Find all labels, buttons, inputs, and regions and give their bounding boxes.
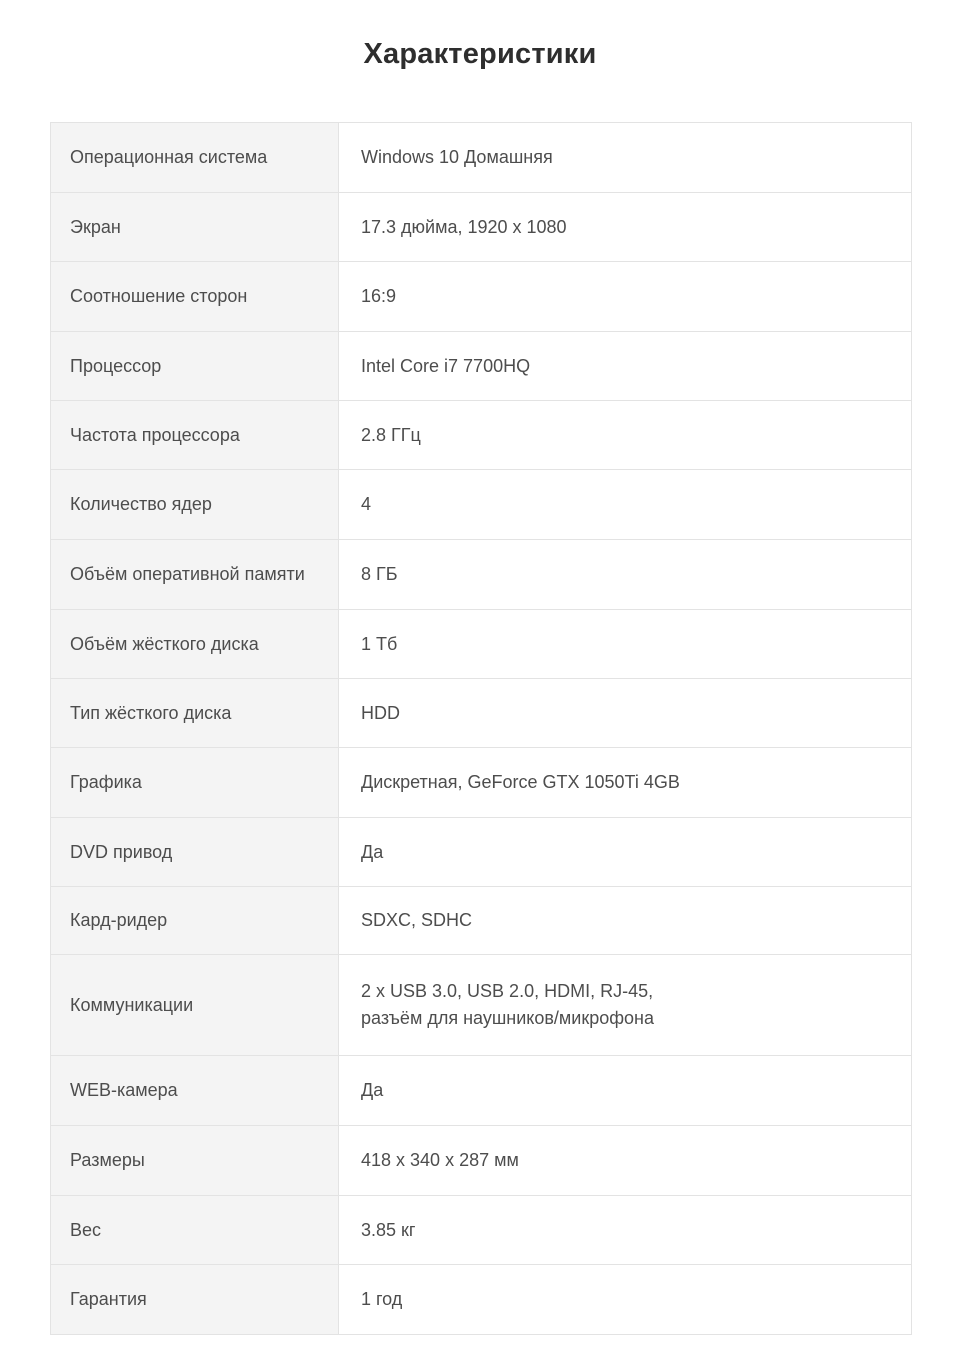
spec-label: DVD привод (51, 818, 339, 886)
spec-label: Тип жёсткого диска (51, 679, 339, 747)
spec-label: Операционная система (51, 123, 339, 192)
spec-value-text: 3.85 кг (361, 1219, 416, 1240)
spec-label: Вес (51, 1196, 339, 1264)
spec-value-text: 1 Тб (361, 633, 398, 654)
spec-row (51, 401, 911, 470)
spec-row (51, 955, 911, 1056)
spec-value (339, 470, 911, 539)
spec-value (339, 262, 911, 331)
spec-value-text: 1 год (361, 1289, 403, 1309)
spec-value-text: SDXC, SDHC (361, 910, 473, 930)
spec-value (339, 540, 911, 609)
spec-row (51, 123, 911, 193)
spec-label: Кард-ридер (51, 887, 339, 954)
spec-row (51, 1126, 911, 1196)
spec-value-text: Windows 10 Домашняя (361, 147, 553, 167)
spec-label: Коммуникации (51, 955, 339, 1055)
spec-label: Размеры (51, 1126, 339, 1195)
spec-value (339, 748, 911, 817)
spec-row (51, 887, 911, 955)
spec-value (339, 123, 911, 192)
spec-value (339, 193, 911, 261)
spec-value-text: Да (361, 841, 384, 862)
spec-value-text: 2.8 ГГц (361, 424, 421, 445)
spec-value-text: 418 x 340 x 287 мм (361, 1150, 519, 1170)
spec-label: Частота процессора (51, 401, 339, 469)
spec-value-text: 2 x USB 3.0, USB 2.0, HDMI, RJ-45, (361, 981, 654, 1001)
spec-value (339, 818, 911, 886)
page-title: Характеристики (363, 38, 597, 70)
spec-label: Количество ядер (51, 470, 339, 539)
spec-value (339, 887, 911, 954)
spec-value-multiline (361, 978, 654, 1032)
spec-value (339, 401, 911, 469)
spec-row (51, 818, 911, 887)
spec-row (51, 1265, 911, 1335)
spec-value-text: 8 ГБ (361, 564, 398, 584)
spec-value-text: Intel Core i7 7700HQ (361, 355, 531, 376)
spec-value-text: HDD (361, 702, 400, 723)
spec-value-text: Да (361, 1080, 384, 1100)
spec-value-text: 16:9 (361, 286, 397, 306)
spec-row (51, 679, 911, 748)
spec-row (51, 1196, 911, 1265)
spec-row (51, 610, 911, 679)
spec-value (339, 610, 911, 678)
spec-label: Соотношение сторон (51, 262, 339, 331)
spec-label: Объём жёсткого диска (51, 610, 339, 678)
spec-label: WEB-камера (51, 1056, 339, 1125)
spec-row (51, 262, 911, 332)
spec-label: Гарантия (51, 1265, 339, 1334)
spec-value (339, 1196, 911, 1264)
spec-value (339, 1265, 911, 1334)
spec-row (51, 470, 911, 540)
spec-value-text: 17.3 дюйма, 1920 x 1080 (361, 216, 567, 237)
spec-value (339, 1126, 911, 1195)
spec-row (51, 332, 911, 401)
spec-label: Графика (51, 748, 339, 817)
spec-label: Процессор (51, 332, 339, 400)
spec-value (339, 1056, 911, 1125)
spec-value-text-line2: разъём для наушников/микрофона (361, 1008, 655, 1028)
spec-table (50, 122, 912, 1335)
spec-value (339, 332, 911, 400)
spec-value (339, 955, 911, 1055)
spec-row (51, 193, 911, 262)
spec-row (51, 540, 911, 610)
spec-row (51, 748, 911, 818)
spec-row (51, 1056, 911, 1126)
spec-label: Объём оперативной памяти (51, 540, 339, 609)
spec-value (339, 679, 911, 747)
spec-value-text: 4 (361, 494, 372, 514)
spec-value-text: Дискретная, GeForce GTX 1050Ti 4GB (361, 772, 680, 792)
spec-label: Экран (51, 193, 339, 261)
